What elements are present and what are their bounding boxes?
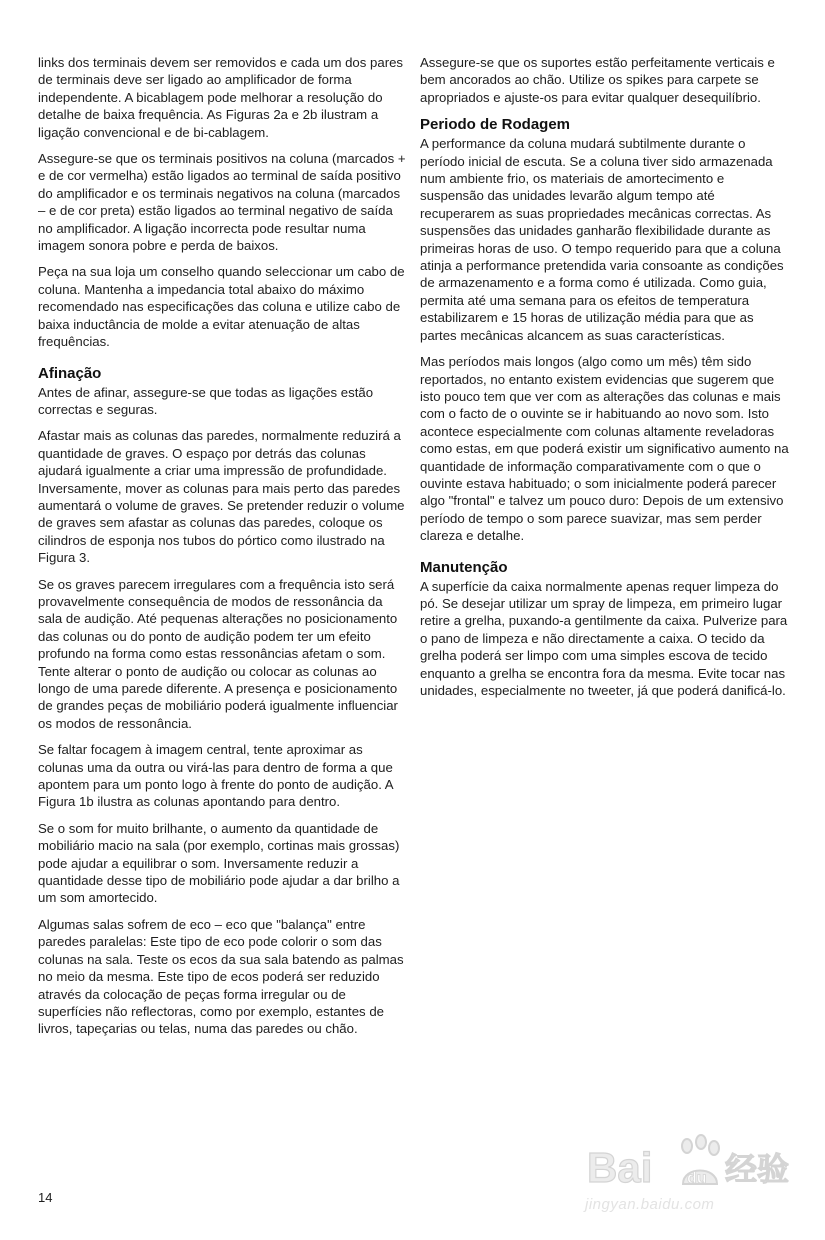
paragraph: links dos terminais devem ser removidos e cada um dos pares de terminais deve ser ligado ao amplificador de forma independente. A bicablagem pode melhorar a resolução do detalhe de baixa frequência. As Figuras 2a e 2b ilustram a ligação convencional e de bi-cablagem. bbox=[38, 55, 404, 140]
section-heading-manutencao: Manutenção bbox=[420, 558, 508, 576]
baidu-paw-logo-icon bbox=[585, 1132, 800, 1192]
paragraph: Algumas salas sofrem de eco – eco que "balança" entre paredes paralelas: Este tipo de eco pode colorir o som das colunas na sala. Teste os ecos da sua sala batendo as palmas no meio da mesma. Este tipo de ecos poderá ser reduzido através da colocação de peças forma irregular ou de superfícies não reflectoras, como por exemplo, estantes de livros, tapeçarias ou telas, numa das paredes ou chão. bbox=[38, 916, 404, 1037]
watermark-url: jingyan.baidu.com bbox=[585, 1196, 715, 1213]
paragraph: Mas períodos mais longos (algo como um mês) têm sido reportados, no entanto existem evidencias que sugerem que isto pouco tem que ver com as alterações das colunas e mais com o facto de o ouvinte se ir habituando ao novo som. Isto acontece especialmente com colunas altamente reveladoras como estas, em que poderá existir um significativo aumento na quantidade de informação comparativamente com o que o ouvinte estava habituado; o som inicialmente poderá parecer algo "frontal" e talvez um pouco duro: Depois de um extensivo período de tempo o som parece suavizar, mas sem perder clareza e detalhe. bbox=[420, 354, 789, 544]
paragraph: Assegure-se que os suportes estão perfeitamente verticais e bem ancorados ao chão. Utilize os spikes para carpete se apropriados e ajuste-os para evitar qualquer desequilíbrio. bbox=[420, 55, 775, 105]
left-column bbox=[38, 54, 406, 1047]
svg-text:经验: 经验 bbox=[725, 1150, 790, 1188]
svg-text:Bai: Bai bbox=[587, 1144, 653, 1191]
page-number: 14 bbox=[38, 1190, 53, 1205]
paragraph: A superfície da caixa normalmente apenas requer limpeza do pó. Se desejar utilizar um spray de limpeza, em primeiro lugar retire a grelha, puxando-a gentilmente da caixa. Pulverize para o pano de limpeza e não directamente a caixa. O tecido da grelha poderá ser limpo com uma simples escova de tecido enquanto a grelha se encontra fora da mesma. Evite tocar nas unidades, especialmente no tweeter, já que poderá danificá-lo. bbox=[420, 578, 788, 698]
section-heading-rodagem: Periodo de Rodagem bbox=[420, 116, 571, 134]
paragraph: A performance da coluna mudará subtilmente durante o período inicial de escuta. Se a coluna tiver sido armazenada num ambiente frio, os materiais de amortecimento e suspensão das unidades levarão algum tempo até recuperarem as suas propriedades mecânicas correctas. As suspensões das unidades ganharão flexibilidade durante as primeiras horas de uso. O tempo requerido para que a coluna atinja a performance pretendida varia consoante as condições de armazenamento e a forma como é utilizada. Como guia, permita até uma semana para os efeitos de temperatura estabilizarem e 15 horas de utilização média para que as partes mecânicas alcancem as suas características. bbox=[420, 136, 784, 343]
paragraph: Se o som for muito brilhante, o aumento da quantidade de mobiliário macio na sala (por exemplo, cortinas mais grossas) pode ajudar a equilibrar o som. Inversamente reduzir a quantidade desse tipo de mobiliário pode ajudar a dar brilho a um som amortecido. bbox=[38, 820, 400, 906]
right-column bbox=[420, 54, 790, 708]
paragraph: Assegure-se que os terminais positivos na coluna (marcados + e de cor vermelha) estão ligados ao terminal de saída positivo do amplificador e os terminais negativos na coluna (marcados – e de cor preta) estão ligados ao terminal negativo de saída no amplificador. A ligação incorrecta pode resultar numa imagem sonora pobre e perda de baixos. bbox=[38, 151, 406, 254]
paragraph: Afastar mais as colunas das paredes, normalmente reduzirá a quantidade de graves. O espaço por detrás das colunas ajudará igualmente a criar uma impressão de profundidade. Inversamente, mover as colunas para mais perto das paredes aumentará o volume de graves. Se pretender reduzir o volume de graves sem afastar as colunas das paredes, coloque os cilindros de esponja nos tubos do pórtico como ilustrado na Figura 3. bbox=[38, 428, 405, 566]
paragraph: Antes de afinar, assegure-se que todas as ligações estão correctas e seguras. bbox=[38, 384, 374, 417]
paragraph: Peça na sua loja um conselho quando seleccionar um cabo de coluna. Mantenha a impedancia total abaixo do máximo recomendado nas especificações das coluna e utilize cabo de baixa inductância de molde a evitar atenuação de altas frequências. bbox=[38, 264, 405, 350]
baidu-watermark bbox=[585, 1118, 800, 1218]
paragraph: Se faltar focagem à imagem central, tente aproximar as colunas uma da outra ou virá-las para dentro de forma a que apontem para um ponto logo à frente do ponto de audição. A Figura 1b ilustra as colunas apontando para dentro. bbox=[38, 742, 393, 810]
paragraph: Se os graves parecem irregulares com a frequência isto será provavelmente consequência de modos de ressonância da sala de audição. Até pequenas alterações no posicionamento das colunas ou do ponto de audição podem ter um efeito profundo na forma como estas ressonâncias afetam o som. Tente alterar o ponto de audição ou colocar as colunas ao longo de uma parede diferente. A presença e posicionamento de grandes peças de mobiliário poderá igualmente influenciar os modos de ressonância. bbox=[38, 576, 398, 731]
section-heading-afinacao: Afinação bbox=[38, 364, 102, 382]
svg-text:du: du bbox=[687, 1170, 707, 1187]
